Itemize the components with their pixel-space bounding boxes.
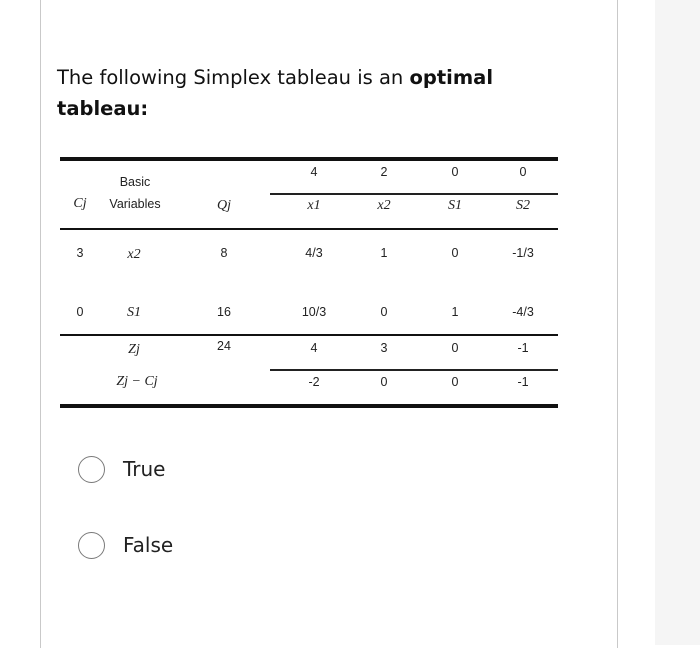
page-background-strip [655,0,700,645]
row1-basic: x2 [127,247,141,262]
row2-x2: 0 [380,305,388,319]
header-var-s1: S1 [448,198,462,213]
header-basic-line2: Variables [109,197,161,211]
zj-separator-line [270,369,558,371]
zj-qj: 24 [217,339,231,353]
cj-value-s2: 0 [519,165,527,179]
row1-cj: 3 [76,246,84,260]
zj-top-rule [60,334,558,336]
header-basic-line1: Basic [119,175,151,189]
row1-x2: 1 [380,246,388,260]
row1-x1: 4/3 [305,246,323,260]
cj-separator-line [270,193,558,195]
zj-x2: 3 [380,341,388,355]
header-var-x1: x1 [307,198,321,213]
row1-s2: -1/3 [512,246,534,260]
zj-label: Zj [128,342,140,357]
row2-s2: -4/3 [512,305,534,319]
header-var-x2: x2 [377,198,391,213]
zj-cj-s2: -1 [517,375,529,389]
zj-cj-s1: 0 [451,375,459,389]
row2-basic: S1 [127,305,141,320]
zj-cj-label: Zj − Cj [116,374,158,389]
zj-cj-x2: 0 [380,375,388,389]
row2-qj: 16 [217,305,231,319]
zj-s1: 0 [451,341,459,355]
cj-value-x1: 4 [310,165,318,179]
radio-circle-icon[interactable] [78,456,105,483]
zj-x1: 4 [310,341,318,355]
tableau-top-rule [60,157,558,161]
row1-qj: 8 [220,246,228,260]
question-emphasis-tableau: tableau: [57,97,149,120]
option-false[interactable] [78,529,173,561]
row2-x1: 10/3 [301,305,327,319]
row2-s1: 1 [451,305,459,319]
header-qj: Qj [217,198,231,213]
zj-cj-x1: -2 [308,375,320,389]
header-var-s2: S2 [516,198,530,213]
cj-value-s1: 0 [451,165,459,179]
question-prefix: The following Simplex tableau is an [57,66,410,89]
question-emphasis-optimal: optimal [409,66,494,89]
option-false-label: False [123,533,174,557]
zj-s2: -1 [517,341,529,355]
question-text [57,62,569,124]
row2-cj: 0 [76,305,84,319]
cj-value-x2: 2 [380,165,388,179]
row1-s1: 0 [451,246,459,260]
option-true-label: True [123,457,166,481]
tableau-bottom-rule [60,404,558,408]
radio-circle-icon[interactable] [78,532,105,559]
header-bottom-rule [60,228,558,230]
header-cj: Cj [73,196,87,211]
option-true[interactable] [78,453,165,485]
